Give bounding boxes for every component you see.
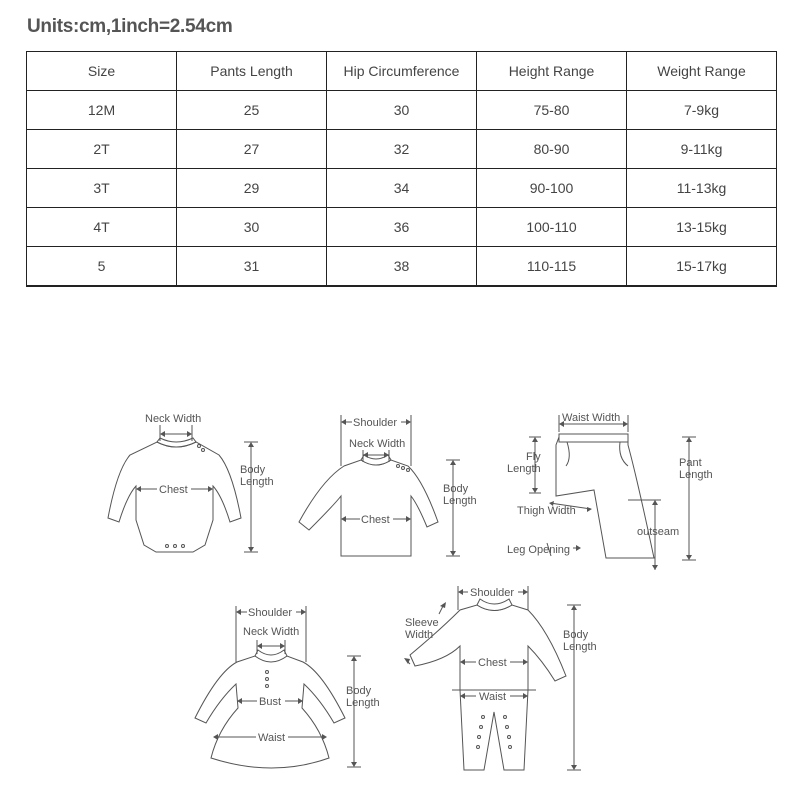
button-icon	[506, 726, 509, 729]
romper-diagram	[404, 586, 597, 770]
romper-outline	[410, 605, 566, 770]
dress-outline	[195, 656, 345, 768]
cell-height-range: 90-100	[477, 169, 627, 208]
bodysuit-outline	[108, 442, 241, 552]
button-icon	[504, 716, 507, 719]
cell-size: 5	[27, 247, 177, 287]
romper-body-length-label: Length	[563, 641, 597, 653]
dress-waist-label: Waist	[258, 732, 286, 744]
button-icon	[174, 545, 177, 548]
cell-height-range: 80-90	[477, 130, 627, 169]
cell-weight-range: 15-17kg	[627, 247, 777, 287]
dress-shoulder-label: Shoulder	[248, 607, 293, 619]
shirt-outline	[299, 460, 438, 556]
cell-weight-range: 7-9kg	[627, 91, 777, 130]
cell-size: 2T	[27, 130, 177, 169]
dress-neck-width-label: Neck Width	[243, 626, 300, 638]
header-size: Size	[27, 52, 177, 91]
dress-bust-label: Bust	[259, 696, 282, 708]
cell-height-range: 75-80	[477, 91, 627, 130]
romper-body-length-label: Body	[563, 629, 589, 641]
header-height-range: Height Range	[477, 52, 627, 91]
pants-waistband	[559, 434, 628, 442]
cell-height-range: 110-115	[477, 247, 627, 287]
shirt-shoulder-label: Shoulder	[353, 417, 398, 429]
pants-fly-length-label: Fly	[526, 451, 541, 463]
shirt-neck-width-label: Neck Width	[349, 438, 406, 450]
pants-waist-width-label: Waist Width	[562, 412, 621, 424]
cell-hip-circumference: 36	[327, 208, 477, 247]
header-hip-circumference: Hip Circumference	[327, 52, 477, 91]
button-icon	[397, 465, 400, 468]
romper-sleeve-width-label: Width	[405, 629, 434, 641]
shirt-diagram	[299, 415, 477, 556]
cell-weight-range: 11-13kg	[627, 169, 777, 208]
bodysuit-body-length-label: Body	[240, 464, 266, 476]
shirt-body-length-label: Body	[443, 483, 469, 495]
cell-pants-length: 31	[177, 247, 327, 287]
pants-leg-opening-label: Leg Opening	[507, 544, 570, 556]
header-weight-range: Weight Range	[627, 52, 777, 91]
romper-sleeve-width-label: Sleeve	[405, 617, 439, 629]
bodysuit-neck-width-label: Neck Width	[145, 413, 202, 425]
cell-hip-circumference: 38	[327, 247, 477, 287]
cell-size: 3T	[27, 169, 177, 208]
cell-height-range: 100-110	[477, 208, 627, 247]
button-icon	[509, 746, 512, 749]
bodysuit-diagram	[108, 413, 274, 552]
units-note: Units:cm,1inch=2.54cm	[27, 16, 233, 37]
cell-pants-length: 30	[177, 208, 327, 247]
button-icon	[407, 469, 410, 472]
button-icon	[166, 545, 169, 548]
romper-shoulder-label: Shoulder	[470, 587, 515, 599]
cell-weight-range: 13-15kg	[627, 208, 777, 247]
pants-outline	[556, 437, 654, 558]
pants-pant-length-label: Length	[679, 469, 713, 481]
romper-chest-label: Chest	[478, 657, 507, 669]
bodysuit-chest-label: Chest	[159, 484, 188, 496]
button-icon	[266, 678, 269, 681]
pants-outseam-label: outseam	[637, 526, 680, 538]
button-icon	[482, 716, 485, 719]
cell-hip-circumference: 30	[327, 91, 477, 130]
cell-pants-length: 25	[177, 91, 327, 130]
cell-hip-circumference: 32	[327, 130, 477, 169]
dress-body-length-label: Length	[346, 697, 380, 709]
shirt-body-length-label: Length	[443, 495, 477, 507]
button-icon	[202, 449, 205, 452]
cell-pants-length: 29	[177, 169, 327, 208]
dress-body-length-label: Body	[346, 685, 372, 697]
button-icon	[402, 467, 405, 470]
pants-pant-length-label: Pant	[679, 457, 702, 469]
bodysuit-body-length-label: Length	[240, 476, 274, 488]
shirt-chest-label: Chest	[361, 514, 390, 526]
button-icon	[478, 736, 481, 739]
header-pants-length: Pants Length	[177, 52, 327, 91]
button-icon	[477, 746, 480, 749]
button-icon	[480, 726, 483, 729]
button-icon	[182, 545, 185, 548]
cell-hip-circumference: 34	[327, 169, 477, 208]
pants-diagram	[507, 412, 713, 570]
cell-pants-length: 27	[177, 130, 327, 169]
button-icon	[266, 671, 269, 674]
dress-diagram	[195, 606, 380, 768]
button-icon	[266, 685, 269, 688]
cell-size: 4T	[27, 208, 177, 247]
pants-fly-length-label: Length	[507, 463, 541, 475]
pants-thigh-width-label: Thigh Width	[517, 505, 576, 517]
button-icon	[198, 445, 201, 448]
button-icon	[508, 736, 511, 739]
cell-weight-range: 9-11kg	[627, 130, 777, 169]
cell-size: 12M	[27, 91, 177, 130]
romper-waist-label: Waist	[479, 691, 507, 703]
